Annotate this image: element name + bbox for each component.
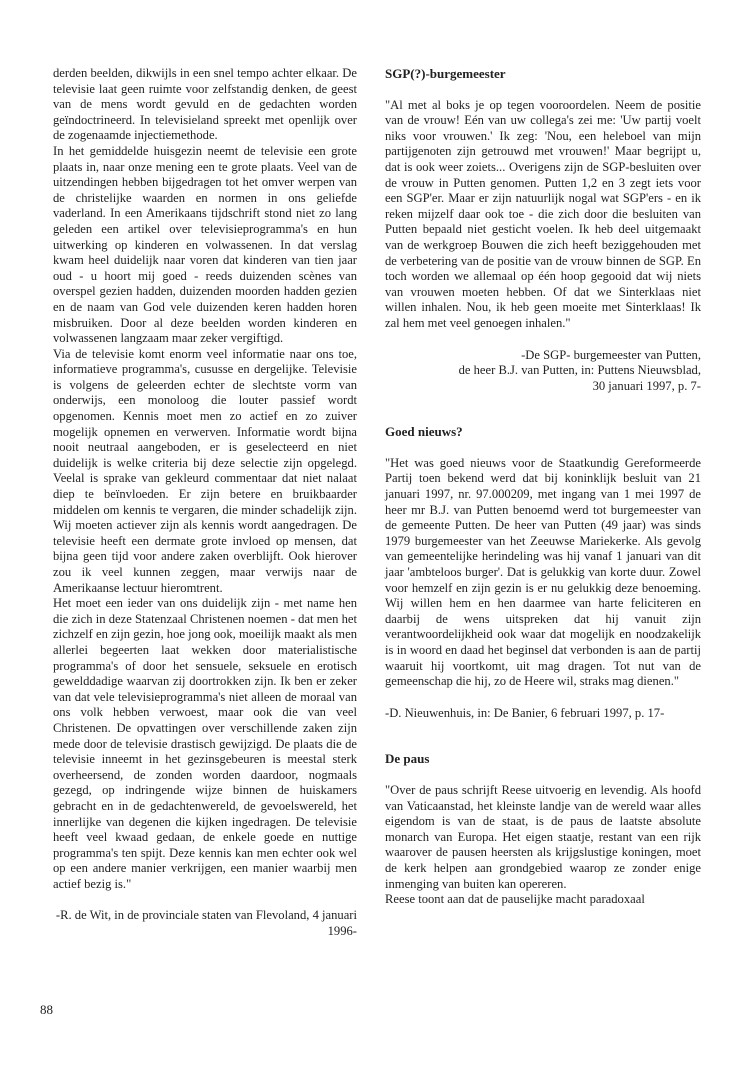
left-column bbox=[53, 66, 357, 940]
quote-de-paus-continued: Reese toont aan dat de pauselijke macht paradoxaal bbox=[385, 892, 645, 907]
quote-de-paus: "Over de paus schrijft Reese uitvoerig en levendig. Als hoofd van Vaticaanstad, het kleinste landje van de wereld waar alles eigendom is van de staat, is de paus de laatste absolute monarch van Europa. Het eigen staatje, restant van een rijk waarover de pausen heersten als krijgslustige koningen, moet de kerk helpen aan grondgebied waarop ze zonder enige inmenging van buiten kan opereren. bbox=[385, 782, 701, 891]
section-heading-sgp: SGP(?)-burgemeester bbox=[385, 66, 506, 81]
page-number: 88 bbox=[40, 1002, 53, 1017]
right-column bbox=[385, 66, 701, 908]
paragraph-2: In het gemiddelde huisgezin neemt de televisie een grote plaats in, naar onze mening een te grote plaats. Veel van de uitzendingen hebben bijgedragen tot het omver werpen van de christelijke waarden en normen in ons geliefde vaderland. In een Amerikaans tijdschrift stond niet zo lang geleden een artikel over televisieprogramma's en hun uitwerking op kinderen en volwassenen. In dat verslag kwam heel duidelijk naar voren dat kinderen van tien jaar oud - u hoort mij goed - reeds duizenden scènes van overspel gezien hadden, duizenden moorden hadden gezien en de naam van God vele duizenden keren hadden horen misbruiken. Door al deze beelden worden kinderen en volwassenen langzaam maar zeker vergiftigd. bbox=[53, 143, 357, 346]
source-citation-dewit: -R. de Wit, in de provinciale staten van Flevoland, 4 januari 1996- bbox=[55, 908, 357, 939]
source-line-2: de heer B.J. van Putten, in: Puttens Nieuwsblad, bbox=[458, 363, 701, 378]
paragraph-3: Via de televisie komt enorm veel informatie naar ons toe, informatieve programma's, cususse en dergelijke. Televisie is volgens de geleerden echter de slechtste vorm van onderwijs, een monoloog die louter passief wordt opgenomen. Kennis moet men zo actief en zo zuiver mogelijk opnemen en verwerven. Informatie wordt bijna nooit neutraal aangeboden, er is geselecteerd en niet duidelijk is welke criteria bij deze selectie zijn opgelegd. Veelal is sprake van gekleurd commentaar dat niet nalaat diep te beïnvloeden. Er zijn betere en bruikbaarder middelen om kennis te vergaren, die minder schadelijk zijn. Wij moeten actiever zijn als kennis wordt aangedragen. De televisie heeft een dermate grote invloed op mensen, dat bijna geen tijd voor andere zaken overblijft. Ook hierover zou ik veel kunnen zeggen, maar verwijs naar de Amerikaanse lectuur hieromtrent. bbox=[53, 346, 357, 595]
section-heading-goed-nieuws: Goed nieuws? bbox=[385, 424, 463, 440]
source-citation-nieuwenhuis: -D. Nieuwenhuis, in: De Banier, 6 februari 1997, p. 17- bbox=[385, 705, 665, 720]
paragraph-1: derden beelden, dikwijls in een snel tempo achter elkaar. De televisie laat geen ruimte voor zelfstandig denken, de geest van de mens wordt gevuld en de gedachten worden geïndoctrineerd. In televisieland spreekt met openlijk over de zogenaamde injectiemethode. bbox=[53, 66, 357, 143]
paragraph-4: Het moet een ieder van ons duidelijk zijn - met name hen die zich in deze Statenzaal Christenen noemen - dat men het zichzelf en zijn gezin, hoe jong ook, moeilijk maakt als men allerlei begeerten laat wekken door materialistische programma's of door het sensuele, seksuele en erotisch gewelddadige waarvan zij doortrokken zijn. Ik ben er zeker van dat vele televisieprogramma's niet alleen de moraal van ons volk hebben verwoest, maar ook die van veel Christenen. De opvattingen over verschillende zaken zijn mede door de televisie drastisch gewijzigd. De plaats die de televisie inneemt in het gezinsgebeuren is meestal sterk overheersend, de zonden worden daardoor, nogmaals gezegd, op indringende wijze binnen de huiskamers gebracht en in de gedachtenwereld, de gevoelswereld, het innerlijke van degenen die kijken ingedragen. De televisie heeft veel kwaad gedaan, de enkele goede en nuttige programma's ten spijt. Deze kennis kan men echter ook wel op een andere manier verkrijgen, een manier waarbij men actief bezig is." bbox=[53, 596, 357, 891]
section-heading-de-paus: De paus bbox=[385, 751, 430, 767]
source-line-3: 30 januari 1997, p. 7- bbox=[592, 378, 701, 393]
quote-sgp: "Al met al boks je op tegen vooroordelen. Neem de positie van de vrouw! Eén van uw collega's zei me: 'Uw partij voelt niks voor vrouwen.' Ik zeg: 'Nou, een heleboel van mijn partijgenoten zijn getrouwd met vrouwen!' Maar begrijpt u, dat is ook weer zoiets... Overigens zijn de SGP-besluiten over de vrouw in Putten genomen. Putten 1,2 en 3 zegt iets voor een SGP'er. Maar er zijn natuurlijk nogal wat SGP'ers - en ik reken mijzelf daar ook toe - die zich door die besluiten van Putten bepaald niet gesticht voelen. Ik heb deel uitgemaakt van de werkgroep Bouwen die zich heeft beziggehouden met de verbetering van de positie van de vrouw binnen de SGP. En toch worden we allemaal op één hoop gegooid dat wij niets van vrouwen moeten hebben. Of dat we Sinterklaas niet willen inhalen. Nou, ik heb geen moeite met Sinterklaas! Ik zal hem met veel genoegen inhalen." bbox=[385, 97, 701, 330]
source-line-1: -De SGP- burgemeester van Putten, bbox=[521, 347, 701, 362]
quote-goed-nieuws: "Het was goed nieuws voor de Staatkundig Gereformeerde Partij toen bekend werd dat bij koninklijk besluit van 21 januari 1997, nr. 97.000209, met ingang van 1 mei 1997 de heer mr B.J. van Putten benoemd werd tot burgemeester van de gemeente Putten. De heer van Putten (49 jaar) was sinds 1979 burgemeester van het Zeeuwse Mariekerke. Als gevolg van gemeentelijke herindeling was hij vanaf 1 januari van dit jaar 'ambteloos burger'. Dat is gelukkig van korte duur. Zowel voor hemzelf en zijn gezin is er nu gelukkig deze benoeming. Wij willen hem en hen daarmee van harte feliciteren en daarbij de wens uitspreken dat hij vanuit zijn verantwoordelijkheid ook waar dat mogelijk en noodzakelijk is in woord en daad het beginsel dat verbonden is aan de partij waaruit hij voortkomt, uit mag dragen. Tot nut van de gemeenschap die hij, zo de Heere wil, straks mag dienen." bbox=[385, 455, 701, 689]
